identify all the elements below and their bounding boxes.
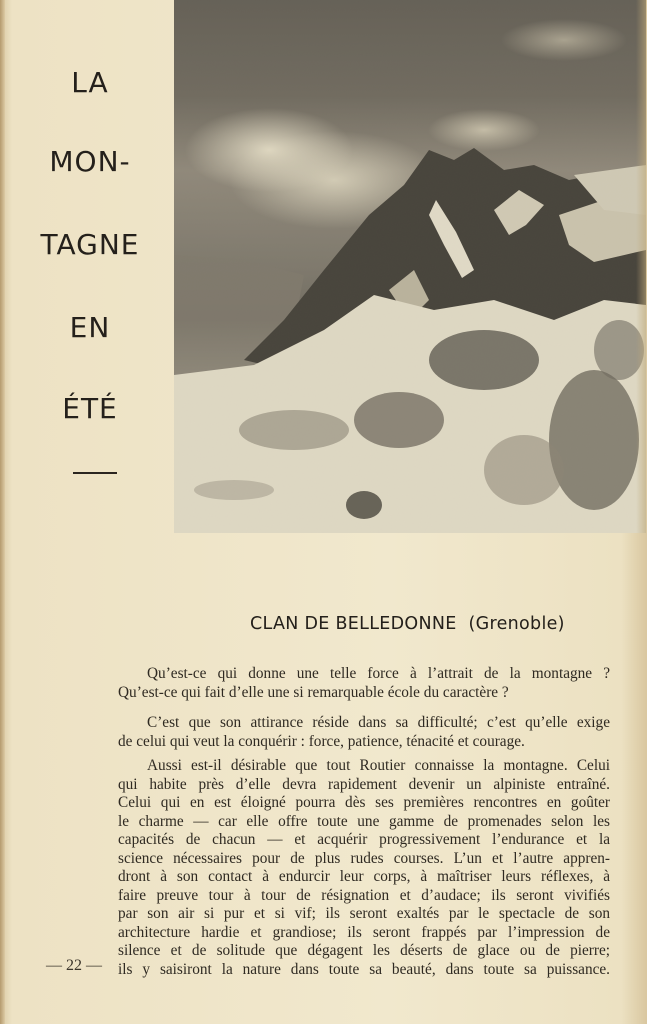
title-rule-divider <box>73 472 117 474</box>
article-paragraph-3 <box>118 757 610 979</box>
text-line: C’est que son attirance réside dans sa difficulté; c’est qu’elle exige <box>147 714 610 731</box>
section-heading <box>250 614 610 634</box>
photo-page-edge <box>636 0 646 533</box>
page-number: — 22 — <box>46 957 102 974</box>
text-line: le charme — car elle offre toute une gamme de promenades selon les <box>118 812 610 830</box>
mountain-illustration-icon <box>174 0 646 533</box>
text-line: dront à son contact à endurcir leur corps, à maîtriser leurs réflexes, à <box>118 868 610 885</box>
text-line: Aussi est-il désirable que tout Routier connaisse la montagne. Celui <box>147 757 610 774</box>
section-heading-clan: CLAN DE BELLEDONNE <box>250 614 457 634</box>
text-line: faire preuve tour à tour de résignation et d’audace; ils seront vivifiés <box>118 886 610 904</box>
text-line: Celui qui en est éloigné pourra dès ses premières rencontres en goûter <box>118 794 610 811</box>
text-line: de celui qui veut la conquérir : force, patience, ténacité et courage. <box>118 732 525 750</box>
text-line: science nécessaires pour de plus rudes courses. L’un et l’autre appren- <box>118 849 610 867</box>
title-word-mon: MON- <box>49 145 131 178</box>
text-line: qui habite près d’elle devra rapidement devenir un alpiniste entraîné. <box>118 775 610 793</box>
text-line: ils y saisiront la nature dans toute sa beauté, dans toute sa puissance. <box>118 960 610 978</box>
text-line: par son air si pur et si vif; ils seront exaltés par le spectacle de son <box>118 905 610 922</box>
article-paragraph-1 <box>118 665 610 702</box>
vertical-title <box>0 0 178 540</box>
section-heading-location: (Grenoble) <box>468 614 565 634</box>
title-word-la: LA <box>71 66 109 99</box>
text-line: Qu’est-ce qui donne une telle force à l’attrait de la montagne ? <box>147 665 610 682</box>
article-paragraph-2 <box>118 714 610 751</box>
title-word-en: EN <box>69 311 111 344</box>
text-line: Qu’est-ce qui fait d’elle une si remarquable école du caractère ? <box>118 683 509 701</box>
title-word-ete: ÉTÉ <box>62 392 118 425</box>
mountain-photograph <box>174 0 646 533</box>
title-word-tagne: TAGNE <box>40 228 140 261</box>
text-line: silence et de solitude que dégagent les déserts de glace ou de pierre; <box>118 942 610 959</box>
text-line: capacités de chacun — et acquérir progressivement l’endurance et la <box>118 831 610 848</box>
text-line: architecture hardie et grandiose; ils seront frappés par l’impression de <box>118 923 610 941</box>
